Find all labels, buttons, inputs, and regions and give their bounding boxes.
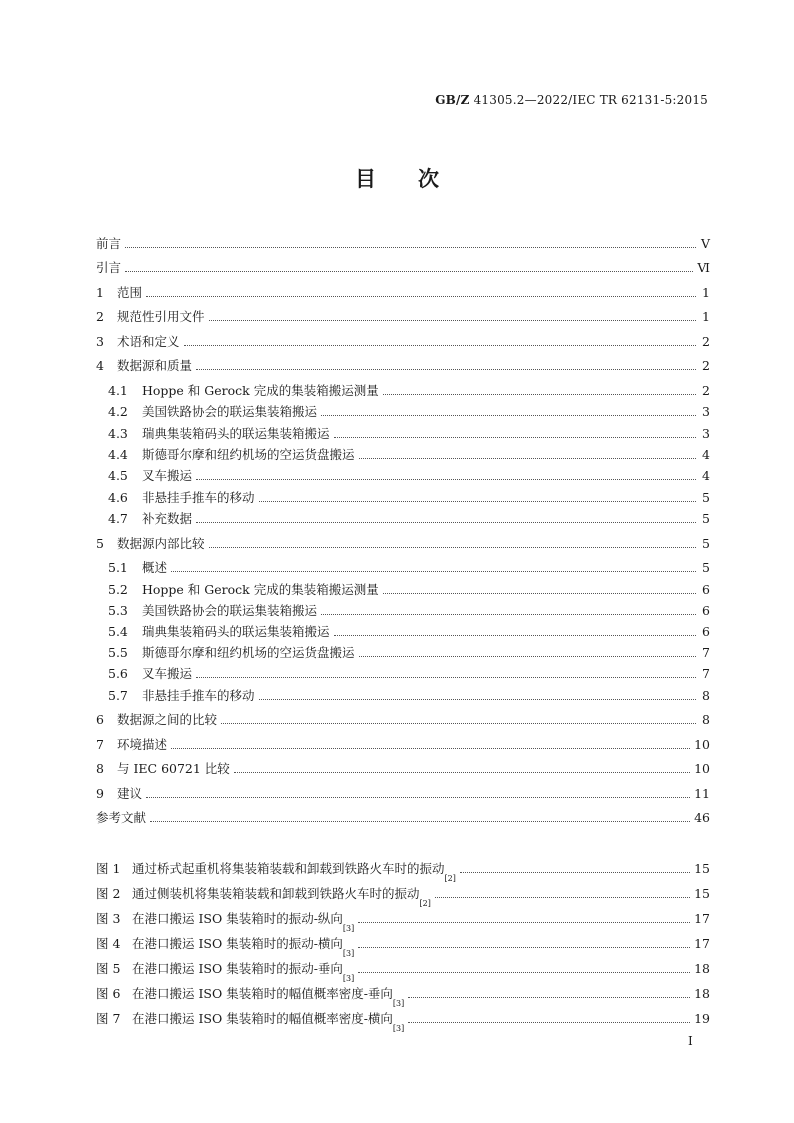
- toc-entry[interactable]: [96, 356, 710, 376]
- toc-entry-page: 6: [702, 603, 710, 618]
- figure-list-entry[interactable]: 图 2 通过侧装机将集装箱装载和卸载到铁路火车时的振动 [2] 15: [96, 886, 710, 908]
- toc-entry-number: 5.2: [108, 582, 128, 597]
- toc-entry-page: 5: [702, 511, 710, 526]
- figure-label: 图 3: [96, 911, 121, 926]
- figure-title: 在港口搬运 ISO 集装箱时的振动-垂向: [132, 961, 343, 976]
- dot-leader: [125, 271, 693, 272]
- toc-entry[interactable]: [96, 307, 710, 327]
- dot-leader: [196, 677, 696, 678]
- toc-entry-number: 8: [96, 761, 104, 776]
- toc-entry[interactable]: [108, 509, 710, 529]
- figure-title: 在港口搬运 ISO 集装箱时的振动-纵向: [132, 911, 343, 926]
- document-id-number: 41305.2—2022/IEC TR 62131-5:2015: [469, 93, 708, 107]
- figure-title: 通过桥式起重机将集装箱装载和卸载到铁路火车时的振动: [132, 861, 445, 876]
- toc-entry[interactable]: [108, 381, 710, 401]
- dot-leader: [358, 947, 690, 948]
- toc-entry[interactable]: [96, 234, 710, 254]
- toc-entry-title: Hoppe 和 Gerock 完成的集装箱搬运测量: [142, 582, 379, 597]
- dot-leader: [259, 501, 696, 502]
- toc-entry-title: 斯德哥尔摩和纽约机场的空运货盘搬运: [142, 645, 355, 660]
- figure-label: 图 6: [96, 986, 121, 1001]
- dot-leader: [125, 247, 696, 248]
- toc-entry-page: Ⅵ: [697, 260, 710, 275]
- dot-leader: [383, 593, 696, 594]
- figure-list-entry[interactable]: 图 7 在港口搬运 ISO 集装箱时的幅值概率密度-横向 [3] 19: [96, 1011, 710, 1033]
- dot-leader: [358, 922, 690, 923]
- toc-entry-page: 2: [702, 334, 710, 349]
- toc-entry-number: 5.3: [108, 603, 128, 618]
- toc-entry-page: 4: [702, 468, 710, 483]
- toc-entry-page: 10: [694, 761, 710, 776]
- page-title: [0, 163, 794, 193]
- dot-leader: [408, 997, 690, 998]
- dot-leader: [460, 872, 690, 873]
- toc-entry[interactable]: [108, 664, 710, 684]
- figure-title: 通过侧装机将集装箱装载和卸载到铁路火车时的振动: [132, 886, 420, 901]
- toc-entry-page: 2: [702, 358, 710, 373]
- toc-entry-page: 5: [702, 536, 710, 551]
- figure-label: 图 7: [96, 1011, 121, 1026]
- dot-leader: [146, 797, 690, 798]
- toc-entry-number: 4.6: [108, 490, 128, 505]
- toc-entry-number: 5.4: [108, 624, 128, 639]
- toc-entry-title: 非悬挂手推车的移动: [142, 688, 255, 703]
- dot-leader: [358, 972, 690, 973]
- dot-leader: [359, 656, 696, 657]
- toc-entry-page: 1: [702, 309, 710, 324]
- toc-entry[interactable]: [96, 735, 710, 755]
- document-id-prefix: GB/Z: [435, 93, 470, 107]
- toc-entry[interactable]: [108, 643, 710, 663]
- toc-entry-number: 4.4: [108, 447, 128, 462]
- toc-entry[interactable]: [108, 558, 710, 578]
- toc-entry-title: 术语和定义: [117, 334, 180, 349]
- toc-entry-page: 8: [702, 712, 710, 727]
- toc-entry[interactable]: [108, 466, 710, 486]
- dot-leader: [383, 394, 696, 395]
- toc-entry-title: 数据源之间的比较: [117, 712, 218, 727]
- toc-entry-title: 环境描述: [117, 737, 168, 752]
- toc-entry-number: 4.2: [108, 404, 128, 419]
- figure-label: 图 5: [96, 961, 121, 976]
- dot-leader: [334, 635, 696, 636]
- dot-leader: [146, 296, 696, 297]
- toc-entry-title: 引言: [96, 260, 122, 275]
- dot-leader: [150, 821, 690, 822]
- toc-entry-page: 5: [702, 490, 710, 505]
- toc-entry[interactable]: [108, 580, 710, 600]
- toc-entry-number: 7: [96, 737, 104, 752]
- toc-entry-title: 规范性引用文件: [117, 309, 205, 324]
- page-number: I: [688, 1034, 693, 1048]
- toc-entry-number: 4.5: [108, 468, 128, 483]
- figure-label: 图 4: [96, 936, 121, 951]
- toc-entry[interactable]: [96, 808, 710, 828]
- figure-list-entry[interactable]: 图 6 在港口搬运 ISO 集装箱时的幅值概率密度-垂向 [3] 18: [96, 986, 710, 1008]
- figure-page: 19: [694, 1011, 710, 1026]
- toc-entry-page: 7: [702, 666, 710, 681]
- dot-leader: [321, 614, 696, 615]
- figure-page: 15: [694, 886, 710, 901]
- dot-leader: [171, 571, 696, 572]
- figure-title: 在港口搬运 ISO 集装箱时的幅值概率密度-垂向: [132, 986, 393, 1001]
- dot-leader: [209, 320, 696, 321]
- toc-entry-title: 斯德哥尔摩和纽约机场的空运货盘搬运: [142, 447, 355, 462]
- toc-entry-number: 4.7: [108, 511, 128, 526]
- toc-entry-page: 6: [702, 582, 710, 597]
- toc-entry-title: 非悬挂手推车的移动: [142, 490, 255, 505]
- figure-label: 图 2: [96, 886, 121, 901]
- toc-entry-title: 瑞典集装箱码头的联运集装箱搬运: [142, 426, 330, 441]
- toc-entry[interactable]: [96, 710, 710, 730]
- toc-entry-title: 美国铁路协会的联运集装箱搬运: [142, 404, 318, 419]
- toc-entry-title: 范围: [117, 285, 143, 300]
- toc-entry-number: 5.5: [108, 645, 128, 660]
- toc-entry-title: 与 IEC 60721 比较: [117, 761, 230, 776]
- figure-page: 15: [694, 861, 710, 876]
- toc-entry-number: 4.3: [108, 426, 128, 441]
- toc-entry-number: 4.1: [108, 383, 128, 398]
- figure-list-entry[interactable]: 图 4 在港口搬运 ISO 集装箱时的振动-横向 [3] 17: [96, 936, 710, 958]
- toc-entry-page: 7: [702, 645, 710, 660]
- toc-entry-number: 5.1: [108, 560, 128, 575]
- toc-entry-page: 8: [702, 688, 710, 703]
- toc-entry[interactable]: [96, 759, 710, 779]
- dot-leader: [196, 479, 696, 480]
- dot-leader: [334, 437, 696, 438]
- toc-entry-title: 数据源和质量: [117, 358, 193, 373]
- toc-entry-number: 6: [96, 712, 104, 727]
- toc-entry[interactable]: [108, 424, 710, 444]
- toc-entry-number: 1: [96, 285, 104, 300]
- page-title-char: 目: [355, 167, 376, 191]
- toc-entry[interactable]: [108, 402, 710, 422]
- toc-entry[interactable]: [96, 534, 710, 554]
- toc-entry-number: 3: [96, 334, 104, 349]
- toc-entry-page: 5: [702, 560, 710, 575]
- toc-entry-title: 叉车搬运: [142, 468, 193, 483]
- toc-entry-title: 叉车搬运: [142, 666, 193, 681]
- toc-entry-title: 建议: [117, 786, 143, 801]
- toc-entry-page: 46: [694, 810, 710, 825]
- toc-entry-number: 5.6: [108, 666, 128, 681]
- page-title-char: 次: [418, 167, 439, 191]
- toc-entry-number: 2: [96, 309, 104, 324]
- toc-entry-title: 补充数据: [142, 511, 193, 526]
- toc-entry-title: 美国铁路协会的联运集装箱搬运: [142, 603, 318, 618]
- toc-entry-number: 5.7: [108, 688, 128, 703]
- toc-entry[interactable]: [96, 283, 710, 303]
- toc-entry-page: 6: [702, 624, 710, 639]
- toc-entry-title: Hoppe 和 Gerock 完成的集装箱搬运测量: [142, 383, 379, 398]
- dot-leader: [171, 748, 690, 749]
- toc-entry-title: 前言: [96, 236, 122, 251]
- toc-entry[interactable]: [96, 332, 710, 352]
- dot-leader: [196, 522, 696, 523]
- toc-entry-number: 9: [96, 786, 104, 801]
- toc-entry-number: 4: [96, 358, 104, 373]
- toc-entry-page: 4: [702, 447, 710, 462]
- figure-list-entry[interactable]: 图 5 在港口搬运 ISO 集装箱时的振动-垂向 [3] 18: [96, 961, 710, 983]
- dot-leader: [435, 897, 690, 898]
- figure-label: 图 1: [96, 861, 121, 876]
- dot-leader: [259, 699, 696, 700]
- dot-leader: [234, 772, 690, 773]
- figure-list-entry[interactable]: 图 1 通过桥式起重机将集装箱装载和卸载到铁路火车时的振动 [2] 15: [96, 861, 710, 883]
- toc-entry-title: 瑞典集装箱码头的联运集装箱搬运: [142, 624, 330, 639]
- toc-entry-page: 1: [702, 285, 710, 300]
- toc-entry-page: 2: [702, 383, 710, 398]
- figure-list-entry[interactable]: 图 3 在港口搬运 ISO 集装箱时的振动-纵向 [3] 17: [96, 911, 710, 933]
- dot-leader: [184, 345, 696, 346]
- figure-page: 18: [694, 986, 710, 1001]
- dot-leader: [209, 547, 696, 548]
- dot-leader: [221, 723, 696, 724]
- toc-entry-title: 概述: [142, 560, 168, 575]
- dot-leader: [321, 415, 696, 416]
- toc-entry[interactable]: [96, 258, 710, 278]
- figure-title: 在港口搬运 ISO 集装箱时的幅值概率密度-横向: [132, 1011, 393, 1026]
- dot-leader: [408, 1022, 690, 1023]
- toc-entry-page: Ⅴ: [700, 236, 710, 251]
- dot-leader: [196, 369, 696, 370]
- toc-entry[interactable]: [108, 686, 710, 706]
- toc-entry-title: 数据源内部比较: [117, 536, 205, 551]
- toc-entry[interactable]: [108, 445, 710, 465]
- dot-leader: [359, 458, 696, 459]
- figure-title: 在港口搬运 ISO 集装箱时的振动-横向: [132, 936, 343, 951]
- toc-entry-page: 11: [694, 786, 710, 801]
- toc-entry-page: 10: [694, 737, 710, 752]
- toc-entry-title: 参考文献: [96, 810, 147, 825]
- toc-entry-page: 3: [702, 426, 710, 441]
- toc-entry[interactable]: [108, 601, 710, 621]
- toc-entry-page: 3: [702, 404, 710, 419]
- figure-page: 17: [694, 911, 710, 926]
- toc-entry-number: 5: [96, 536, 104, 551]
- document-id: [435, 93, 708, 107]
- toc-entry[interactable]: [108, 488, 710, 508]
- figure-page: 17: [694, 936, 710, 951]
- toc-entry[interactable]: [108, 622, 710, 642]
- figure-page: 18: [694, 961, 710, 976]
- toc-entry[interactable]: [96, 784, 710, 804]
